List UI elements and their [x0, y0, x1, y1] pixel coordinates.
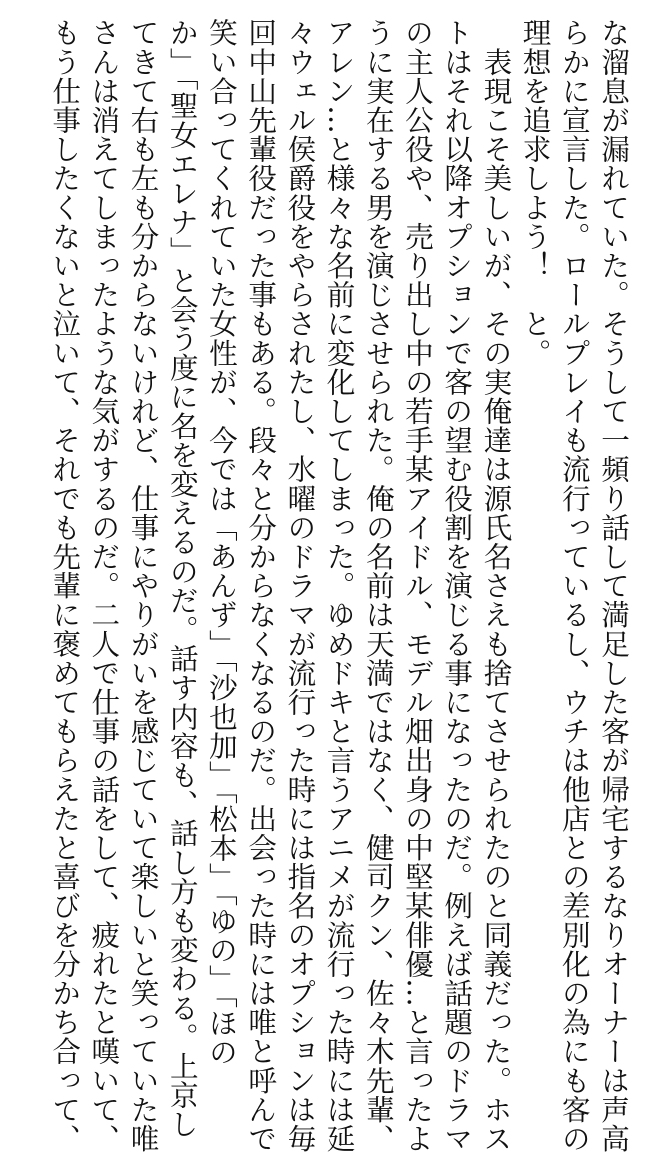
vertical-text-body	[18, 18, 633, 1153]
text-line: 理想を追求しよう！ と。	[518, 18, 553, 368]
text-line: 回中山先輩役だった事もある。段々と分からなくなるのだ。出会った時には唯と呼んで	[244, 18, 279, 1153]
text-line: トはそれ以降オプションで客の望む役割を演じる事になったのだ。例えば話題のドラマ	[440, 18, 475, 1153]
text-line: な溜息が漏れていた。そうして一頻り話して満足した客が帰宅するなりオーナーは声高	[597, 18, 631, 1153]
text-line: さんは消えてしまったような気がするのだ。二人で仕事の話をして、疲れたと嘆いて、	[87, 18, 122, 1153]
text-line: 表現こそ美しいが、その実俺達は源氏名さえも捨てさせられたのと同義だった。ホス	[479, 18, 514, 1153]
text-line: うに実在する男を演じさせられた。俺の名前は天満ではなく、健司クン、佐々木先輩、	[361, 18, 396, 1153]
text-line: アレン…と様々な名前に変化してしまった。ゆめドキと言うアニメが流行った時には延	[322, 18, 357, 1153]
text-line: の主人公役や、売り出し中の若手某アイドル、モデル畑出身の中堅某俳優…と言ったよ	[400, 18, 435, 1153]
text-line: もう仕事したくないと泣いて、それでも先輩に褒めてもらえたと喜びを分かち合って、	[48, 18, 83, 1153]
text-line: か」「聖女エレナ」と会う度に名を変えるのだ。話す内容も、話し方も変わる。上京し	[165, 18, 200, 1139]
text-line: 笑い合ってくれていた女性が、今では「あんず」「沙也加」「松本」「ゆの」「ほの	[204, 18, 239, 1067]
text-line: 々ウェル侯爵役をやらされたし、水曜のドラマが流行った時には指名のオプションは毎	[283, 18, 318, 1153]
text-line: らかに宣言した。ロールプレイも流行っているし、ウチは他店との差別化の為にも客の	[557, 18, 592, 1153]
text-line: てきて右も左も分からないけれど、仕事にやりがいを感じていて楽しいと笑っていた唯	[126, 18, 161, 1153]
